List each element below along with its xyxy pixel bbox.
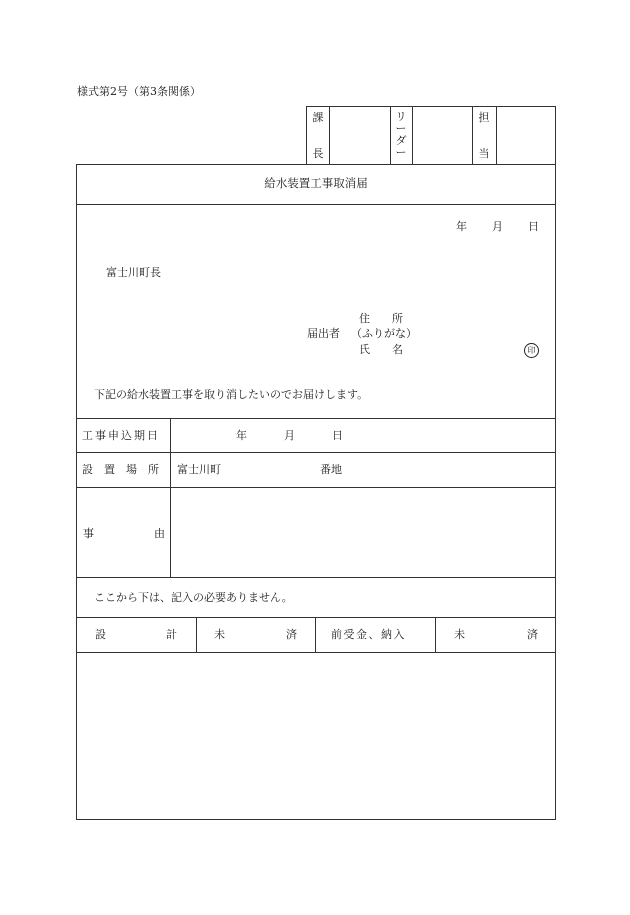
status1-left: 未 — [214, 628, 225, 641]
name-label: 氏 名 — [359, 343, 403, 356]
statement-text: 下記の給水装置工事を取り消したいのでお届けします。 — [94, 388, 369, 401]
status1-right: 済 — [286, 628, 297, 641]
address-label: 住 所 — [359, 312, 403, 325]
design-label-right: 計 — [166, 628, 177, 641]
application-date-label: 工事申込期日 — [82, 429, 160, 442]
leader-char-1: リ — [395, 110, 407, 123]
office-blank-area — [77, 653, 555, 819]
applicant-label: 届出者 — [307, 327, 340, 340]
status2-right: 済 — [527, 628, 538, 641]
leader-char-4: ー — [395, 146, 407, 159]
reason-label-left: 事 — [83, 527, 94, 540]
leader-char-3: ダ — [395, 134, 407, 147]
leader-char-2: ー — [395, 122, 407, 135]
application-date-month: 月 — [284, 429, 295, 442]
deposit-label: 前受金、納入 — [331, 628, 406, 641]
form-title: 給水装置工事取消届 — [264, 176, 368, 190]
application-date-year: 年 — [236, 429, 247, 442]
date-year: 年 — [456, 220, 467, 233]
kacho-label-top: 課 — [312, 111, 324, 124]
tanto-label-bottom: 当 — [478, 147, 490, 160]
office-note: ここから下は、記入の必要ありません。 — [94, 591, 293, 604]
location-label: 設 置 場 所 — [82, 463, 159, 476]
date-month: 月 — [492, 220, 503, 233]
seal-mark: 印 — [524, 343, 539, 358]
reason-label-right: 由 — [154, 527, 165, 540]
tanto-label-top: 担 — [478, 111, 490, 124]
furigana-label: （ふりがな） — [351, 327, 417, 340]
location-banchi: 番地 — [320, 463, 342, 476]
date-day: 日 — [528, 220, 539, 233]
design-label-left: 設 — [95, 628, 106, 641]
kacho-label-bottom: 長 — [312, 147, 324, 160]
form-number: 様式第2号（第3条関係） — [77, 85, 201, 98]
location-town: 富士川町 — [177, 463, 221, 476]
status2-left: 未 — [454, 628, 465, 641]
addressee: 富士川町長 — [106, 266, 161, 279]
application-date-day: 日 — [332, 429, 343, 442]
